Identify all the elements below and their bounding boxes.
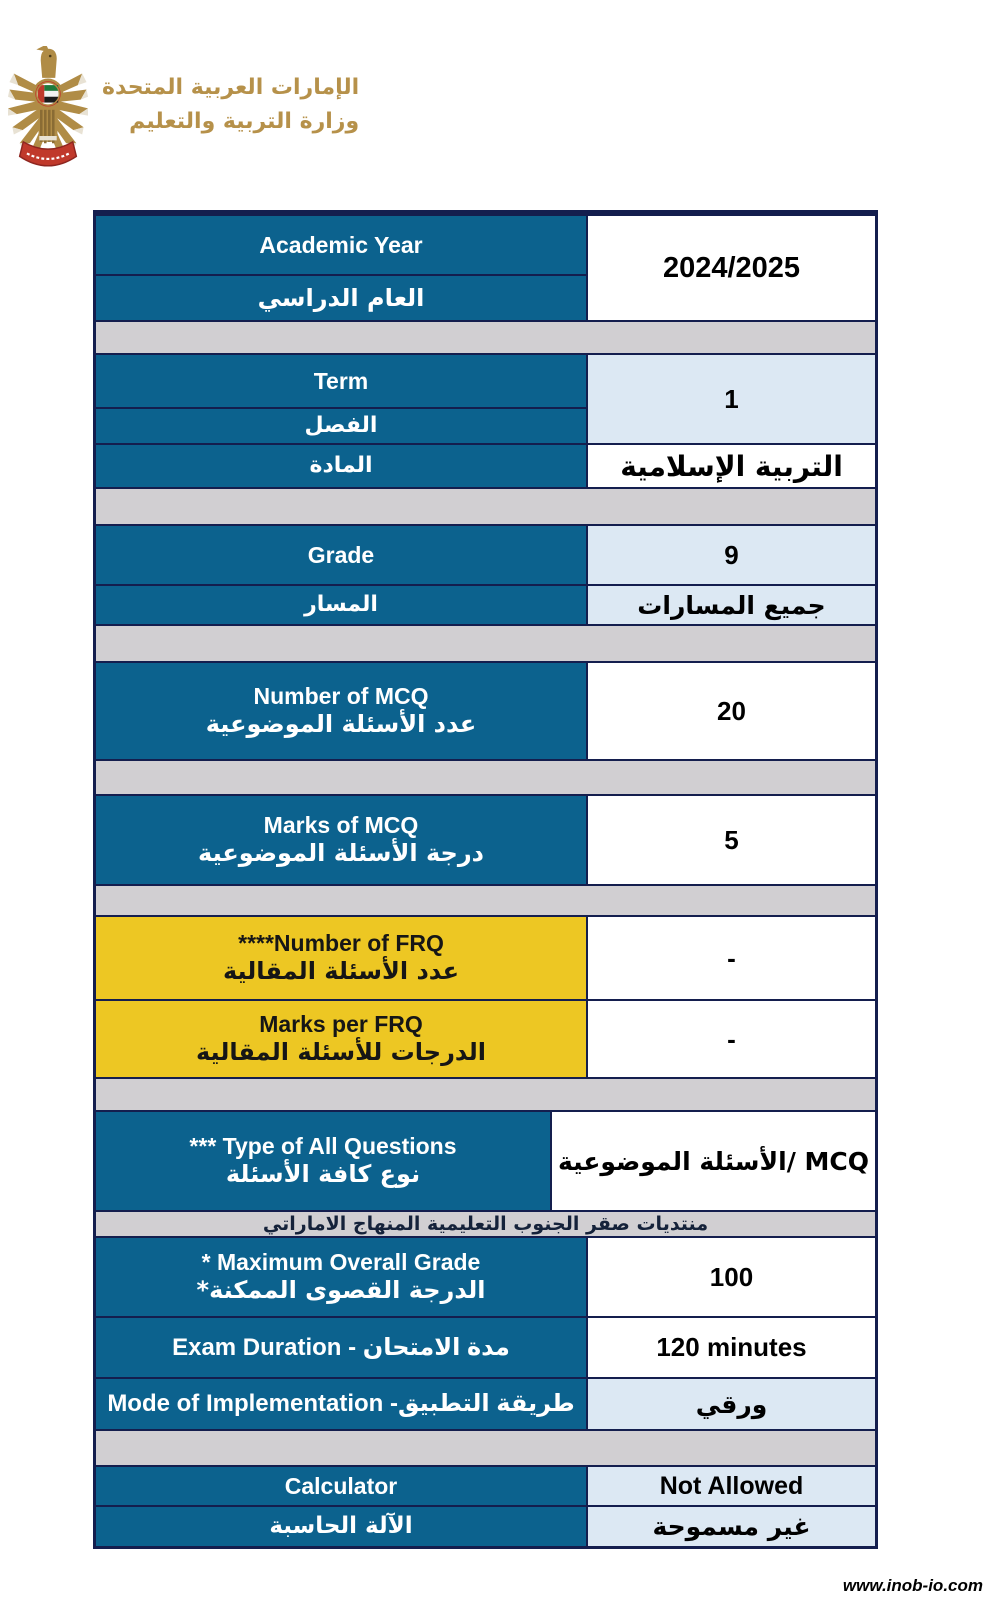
ministry-name-text: وزارة التربية والتعليم — [129, 109, 360, 134]
mcq-number-label: Number of MCQ عدد الأسئلة الموضوعية — [96, 663, 586, 759]
country-name-text: الإمارات العربية المتحدة — [102, 75, 360, 100]
stream-label-ar: المسار — [96, 586, 586, 624]
site-watermark: www.inob-io.com — [842, 1576, 983, 1595]
row-frq-marks — [96, 1001, 875, 1077]
exam-duration-value: 120 minutes — [588, 1318, 875, 1377]
row-question-type — [96, 1112, 875, 1210]
calculator-label-ar: الآلة الحاسبة — [96, 1507, 586, 1546]
row-mcq-marks — [96, 796, 875, 884]
grade-value: 9 — [588, 526, 875, 584]
mcq-marks-label: Marks of MCQ درجة الأسئلة الموضوعية — [96, 796, 586, 884]
uae-falcon-emblem-icon — [8, 46, 88, 194]
frq-number-label: ****Number of FRQ عدد الأسئلة المقالية — [96, 917, 586, 999]
row-grade — [96, 526, 875, 584]
calculator-value-en: Not Allowed — [588, 1467, 875, 1505]
stream-value: جميع المسارات — [588, 586, 875, 624]
academic-year-label-ar: العام الدراسي — [96, 276, 586, 320]
row-frq-number — [96, 917, 875, 999]
row-exam-duration — [96, 1318, 875, 1377]
exam-duration-label: Exam Duration - مدة الامتحان — [96, 1318, 586, 1377]
forum-watermark-bar: منتديات صقر الجنوب التعليمية المنهاج الاماراتي — [96, 1212, 875, 1236]
term-label-ar: الفصل — [96, 409, 586, 443]
academic-year-value: 2024/2025 — [588, 216, 875, 320]
implementation-mode-value: ورقي — [588, 1379, 875, 1429]
calculator-value-ar: غير مسموحة — [588, 1507, 875, 1546]
row-mcq-number — [96, 663, 875, 759]
separator — [96, 761, 875, 794]
row-term — [96, 355, 875, 443]
row-calculator-ar — [96, 1507, 875, 1546]
max-grade-value: 100 — [588, 1238, 875, 1316]
max-grade-label: * Maximum Overall Grade *الدرجة القصوى الممكنة — [96, 1238, 586, 1316]
question-type-value: الأسئلة الموضوعية/ MCQ — [552, 1112, 875, 1210]
ministry-name — [102, 72, 359, 140]
separator — [96, 1431, 875, 1465]
subject-value: التربية الإسلامية — [588, 445, 875, 487]
row-stream — [96, 586, 875, 624]
frq-marks-value: - — [588, 1001, 875, 1077]
calculator-label-en: Calculator — [96, 1467, 586, 1505]
ministry-logo — [8, 46, 359, 194]
separator — [96, 322, 875, 353]
mcq-number-value: 20 — [588, 663, 875, 759]
frq-number-value: - — [588, 917, 875, 999]
row-implementation-mode — [96, 1379, 875, 1429]
implementation-mode-label: Mode of Implementation -طريقة التطبيق — [96, 1379, 586, 1429]
question-type-label: *** Type of All Questions نوع كافة الأسئلة — [96, 1112, 550, 1210]
separator — [96, 1079, 875, 1110]
academic-year-label-en: Academic Year — [96, 216, 586, 274]
separator — [96, 489, 875, 524]
separator — [96, 886, 875, 915]
row-subject — [96, 445, 875, 487]
frq-marks-label: Marks per FRQ الدرجات للأسئلة المقالية — [96, 1001, 586, 1077]
row-academic-year — [96, 216, 875, 320]
row-calculator-en — [96, 1467, 875, 1505]
term-label-en: Term — [96, 355, 586, 407]
exam-info-table — [93, 210, 878, 1549]
grade-label-en: Grade — [96, 526, 586, 584]
separator — [96, 626, 875, 661]
mcq-marks-value: 5 — [588, 796, 875, 884]
subject-label-ar: المادة — [96, 445, 586, 487]
term-value: 1 — [588, 355, 875, 443]
row-max-grade — [96, 1238, 875, 1316]
